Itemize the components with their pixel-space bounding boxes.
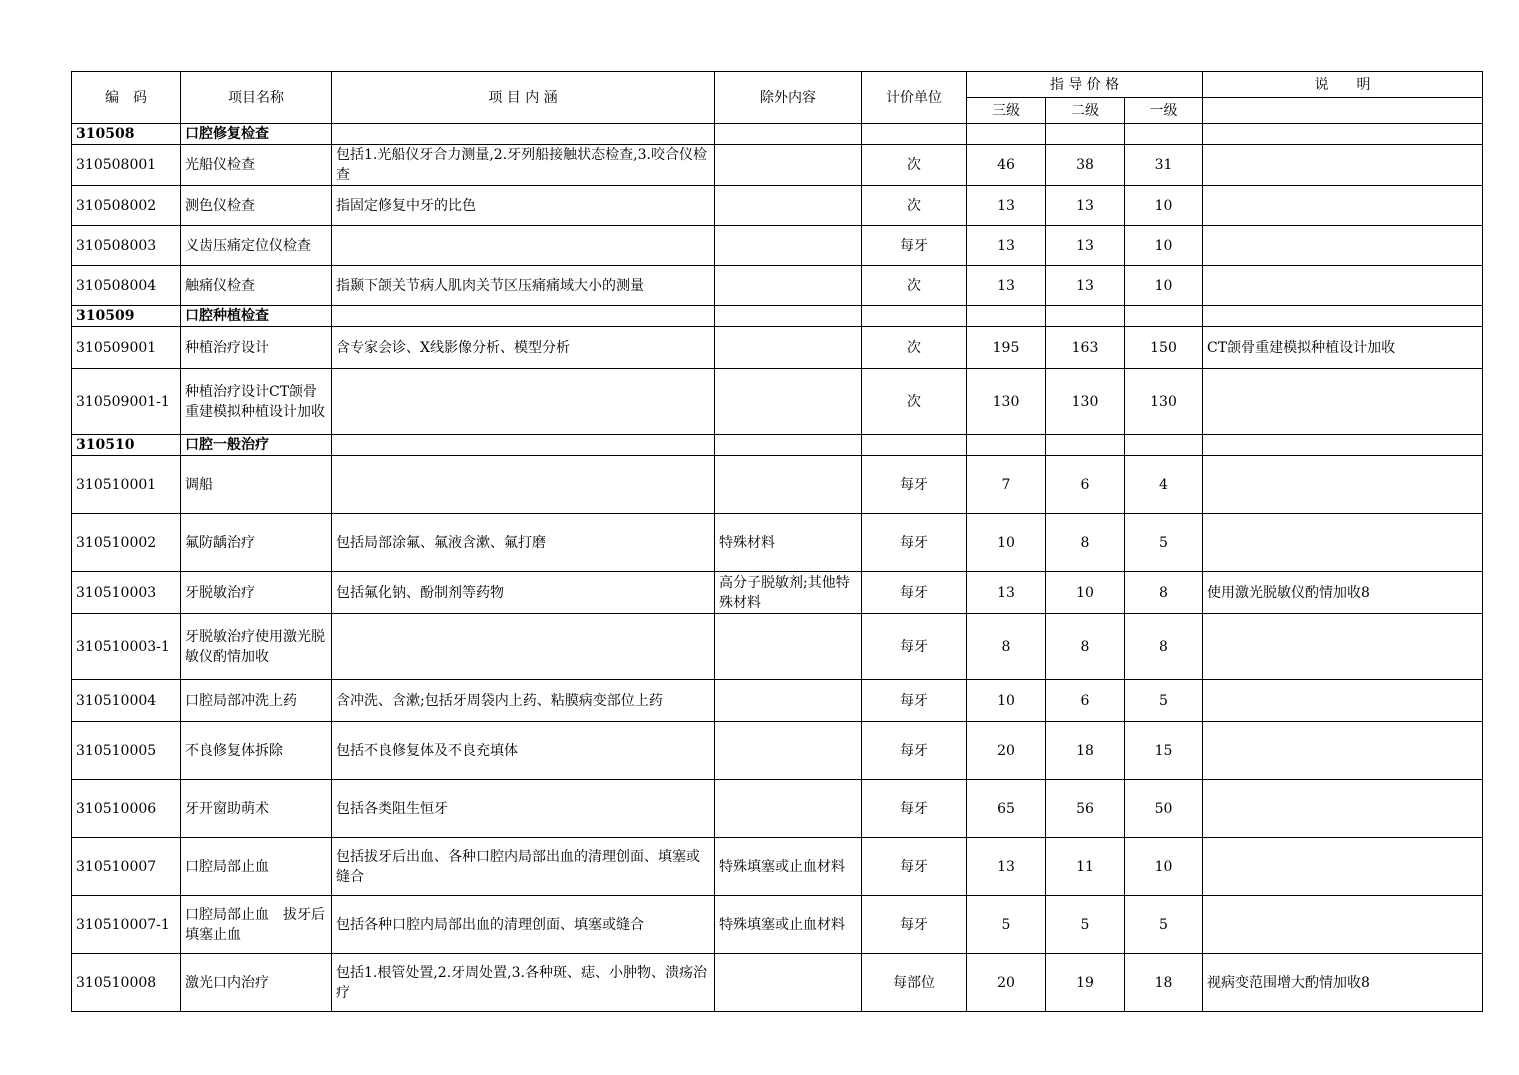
empty-cell bbox=[862, 124, 967, 145]
item-content: 包括1.根管处置,2.牙周处置,3.各种斑、痣、小肿物、溃疡治疗 bbox=[332, 954, 715, 1012]
item-code: 310509001-1 bbox=[72, 369, 181, 435]
item-code: 310510007-1 bbox=[72, 896, 181, 954]
item-content: 含冲洗、含漱;包括牙周袋内上药、粘膜病变部位上药 bbox=[332, 680, 715, 722]
table-row bbox=[72, 680, 1483, 722]
price-level1: 50 bbox=[1125, 780, 1203, 838]
item-content: 包括不良修复体及不良充填体 bbox=[332, 722, 715, 780]
price-level3: 13 bbox=[967, 266, 1046, 306]
table-row bbox=[72, 226, 1483, 266]
price-level1: 15 bbox=[1125, 722, 1203, 780]
item-note bbox=[1203, 722, 1483, 780]
item-unit: 每牙 bbox=[862, 896, 967, 954]
empty-cell bbox=[332, 306, 715, 327]
price-level3: 20 bbox=[967, 722, 1046, 780]
price-level2: 19 bbox=[1046, 954, 1125, 1012]
empty-cell bbox=[1125, 124, 1203, 145]
price-level2: 6 bbox=[1046, 456, 1125, 514]
header-level1: 一级 bbox=[1125, 98, 1203, 124]
item-name: 激光口内治疗 bbox=[181, 954, 332, 1012]
table-row bbox=[72, 145, 1483, 186]
item-note bbox=[1203, 514, 1483, 572]
item-note bbox=[1203, 226, 1483, 266]
item-excluded: 特殊材料 bbox=[715, 514, 862, 572]
empty-cell bbox=[715, 435, 862, 456]
table-row bbox=[72, 722, 1483, 780]
price-level1: 10 bbox=[1125, 838, 1203, 896]
price-level3: 13 bbox=[967, 186, 1046, 226]
price-level2: 5 bbox=[1046, 896, 1125, 954]
empty-cell bbox=[1203, 124, 1483, 145]
item-excluded bbox=[715, 614, 862, 680]
empty-cell bbox=[862, 306, 967, 327]
item-code: 310510003-1 bbox=[72, 614, 181, 680]
item-name: 触痛仪检查 bbox=[181, 266, 332, 306]
item-note bbox=[1203, 614, 1483, 680]
item-code: 310510001 bbox=[72, 456, 181, 514]
section-name: 口腔一般治疗 bbox=[181, 435, 332, 456]
item-excluded: 特殊填塞或止血材料 bbox=[715, 896, 862, 954]
price-level3: 13 bbox=[967, 572, 1046, 614]
item-name: 口腔局部止血 拔牙后填塞止血 bbox=[181, 896, 332, 954]
price-level1: 18 bbox=[1125, 954, 1203, 1012]
empty-cell bbox=[1046, 124, 1125, 145]
item-note: 使用激光脱敏仪酌情加收8 bbox=[1203, 572, 1483, 614]
item-excluded bbox=[715, 327, 862, 369]
item-note bbox=[1203, 456, 1483, 514]
item-content: 包括1.光船仪牙合力测量,2.牙列船接触状态检查,3.咬合仪检查 bbox=[332, 145, 715, 186]
section-row bbox=[72, 435, 1483, 456]
item-unit: 每牙 bbox=[862, 780, 967, 838]
header-content: 项 目 内 涵 bbox=[332, 72, 715, 124]
empty-cell bbox=[967, 435, 1046, 456]
item-unit: 每牙 bbox=[862, 572, 967, 614]
price-level1: 10 bbox=[1125, 186, 1203, 226]
section-code: 310509 bbox=[72, 306, 181, 327]
item-content: 包括拔牙后出血、各种口腔内局部出血的清理创面、填塞或缝合 bbox=[332, 838, 715, 896]
price-level2: 130 bbox=[1046, 369, 1125, 435]
item-content: 指固定修复中牙的比色 bbox=[332, 186, 715, 226]
item-unit: 次 bbox=[862, 186, 967, 226]
empty-cell bbox=[715, 124, 862, 145]
item-name: 种植治疗设计 bbox=[181, 327, 332, 369]
item-excluded bbox=[715, 722, 862, 780]
item-unit: 每牙 bbox=[862, 614, 967, 680]
header-level2: 二级 bbox=[1046, 98, 1125, 124]
price-level1: 5 bbox=[1125, 514, 1203, 572]
item-name: 不良修复体拆除 bbox=[181, 722, 332, 780]
item-unit: 次 bbox=[862, 327, 967, 369]
item-name: 种植治疗设计CT颌骨重建模拟种植设计加收 bbox=[181, 369, 332, 435]
item-code: 310510004 bbox=[72, 680, 181, 722]
header-level3: 三级 bbox=[967, 98, 1046, 124]
price-level3: 5 bbox=[967, 896, 1046, 954]
price-level3: 13 bbox=[967, 226, 1046, 266]
price-level3: 195 bbox=[967, 327, 1046, 369]
price-level2: 13 bbox=[1046, 266, 1125, 306]
empty-cell bbox=[1125, 435, 1203, 456]
empty-cell bbox=[862, 435, 967, 456]
empty-cell bbox=[332, 435, 715, 456]
item-excluded bbox=[715, 680, 862, 722]
header-note: 说 明 bbox=[1203, 72, 1483, 98]
price-level3: 10 bbox=[967, 514, 1046, 572]
price-level1: 10 bbox=[1125, 266, 1203, 306]
item-unit: 每牙 bbox=[862, 838, 967, 896]
price-level1: 130 bbox=[1125, 369, 1203, 435]
item-excluded bbox=[715, 954, 862, 1012]
price-level2: 56 bbox=[1046, 780, 1125, 838]
item-name: 义齿压痛定位仪检查 bbox=[181, 226, 332, 266]
empty-cell bbox=[1046, 435, 1125, 456]
item-content bbox=[332, 369, 715, 435]
header-note-sub bbox=[1203, 98, 1483, 124]
price-level1: 31 bbox=[1125, 145, 1203, 186]
section-row bbox=[72, 306, 1483, 327]
table-row bbox=[72, 369, 1483, 435]
table-row bbox=[72, 456, 1483, 514]
item-excluded: 特殊填塞或止血材料 bbox=[715, 838, 862, 896]
item-content: 包括各类阻生恒牙 bbox=[332, 780, 715, 838]
item-excluded bbox=[715, 780, 862, 838]
item-name: 口腔局部止血 bbox=[181, 838, 332, 896]
header-unit: 计价单位 bbox=[862, 72, 967, 124]
item-content: 包括氟化钠、酚制剂等药物 bbox=[332, 572, 715, 614]
item-code: 310508002 bbox=[72, 186, 181, 226]
price-level1: 150 bbox=[1125, 327, 1203, 369]
item-excluded: 高分子脱敏剂;其他特殊材料 bbox=[715, 572, 862, 614]
section-name: 口腔修复检查 bbox=[181, 124, 332, 145]
price-level2: 8 bbox=[1046, 614, 1125, 680]
item-content: 指颞下颌关节病人肌肉关节区压痛痛域大小的测量 bbox=[332, 266, 715, 306]
item-excluded bbox=[715, 369, 862, 435]
item-excluded bbox=[715, 456, 862, 514]
item-code: 310510005 bbox=[72, 722, 181, 780]
item-unit: 每部位 bbox=[862, 954, 967, 1012]
empty-cell bbox=[967, 306, 1046, 327]
empty-cell bbox=[1125, 306, 1203, 327]
price-level1: 5 bbox=[1125, 680, 1203, 722]
header-code: 编 码 bbox=[72, 72, 181, 124]
table-row bbox=[72, 896, 1483, 954]
item-unit: 每牙 bbox=[862, 456, 967, 514]
price-level1: 5 bbox=[1125, 896, 1203, 954]
price-level3: 20 bbox=[967, 954, 1046, 1012]
item-note bbox=[1203, 838, 1483, 896]
section-name: 口腔种植检查 bbox=[181, 306, 332, 327]
item-excluded bbox=[715, 186, 862, 226]
price-level1: 8 bbox=[1125, 572, 1203, 614]
item-content: 含专家会诊、X线影像分析、模型分析 bbox=[332, 327, 715, 369]
item-name: 牙脱敏治疗 bbox=[181, 572, 332, 614]
item-code: 310510006 bbox=[72, 780, 181, 838]
empty-cell bbox=[1203, 306, 1483, 327]
table-row bbox=[72, 780, 1483, 838]
price-level3: 46 bbox=[967, 145, 1046, 186]
price-level2: 163 bbox=[1046, 327, 1125, 369]
item-name: 牙脱敏治疗使用激光脱敏仪酌情加收 bbox=[181, 614, 332, 680]
item-excluded bbox=[715, 145, 862, 186]
price-table bbox=[71, 71, 1483, 1012]
item-note bbox=[1203, 145, 1483, 186]
item-content bbox=[332, 614, 715, 680]
item-code: 310510003 bbox=[72, 572, 181, 614]
header-excluded: 除外内容 bbox=[715, 72, 862, 124]
price-level2: 11 bbox=[1046, 838, 1125, 896]
item-unit: 每牙 bbox=[862, 680, 967, 722]
empty-cell bbox=[1203, 435, 1483, 456]
table-row bbox=[72, 614, 1483, 680]
item-note: CT颌骨重建模拟种植设计加收 bbox=[1203, 327, 1483, 369]
price-level2: 13 bbox=[1046, 226, 1125, 266]
item-code: 310508001 bbox=[72, 145, 181, 186]
price-level2: 10 bbox=[1046, 572, 1125, 614]
empty-cell bbox=[1046, 306, 1125, 327]
price-level3: 130 bbox=[967, 369, 1046, 435]
item-note bbox=[1203, 896, 1483, 954]
price-level2: 8 bbox=[1046, 514, 1125, 572]
table-row bbox=[72, 572, 1483, 614]
price-level3: 13 bbox=[967, 838, 1046, 896]
item-unit: 每牙 bbox=[862, 226, 967, 266]
table-row bbox=[72, 514, 1483, 572]
section-code: 310510 bbox=[72, 435, 181, 456]
item-note bbox=[1203, 186, 1483, 226]
price-level1: 10 bbox=[1125, 226, 1203, 266]
item-code: 310510002 bbox=[72, 514, 181, 572]
table-row bbox=[72, 186, 1483, 226]
item-note bbox=[1203, 780, 1483, 838]
price-level2: 13 bbox=[1046, 186, 1125, 226]
item-code: 310508003 bbox=[72, 226, 181, 266]
empty-cell bbox=[715, 306, 862, 327]
item-content bbox=[332, 456, 715, 514]
item-code: 310510008 bbox=[72, 954, 181, 1012]
item-unit: 次 bbox=[862, 266, 967, 306]
section-code: 310508 bbox=[72, 124, 181, 145]
item-note bbox=[1203, 369, 1483, 435]
price-level3: 10 bbox=[967, 680, 1046, 722]
table-row bbox=[72, 954, 1483, 1012]
price-level2: 18 bbox=[1046, 722, 1125, 780]
item-name: 口腔局部冲洗上药 bbox=[181, 680, 332, 722]
table-row bbox=[72, 327, 1483, 369]
price-level3: 7 bbox=[967, 456, 1046, 514]
item-code: 310510007 bbox=[72, 838, 181, 896]
header-price: 指 导 价 格 bbox=[967, 72, 1203, 98]
item-unit: 次 bbox=[862, 145, 967, 186]
table-row bbox=[72, 266, 1483, 306]
empty-cell bbox=[967, 124, 1046, 145]
item-content: 包括各种口腔内局部出血的清理创面、填塞或缝合 bbox=[332, 896, 715, 954]
price-level2: 6 bbox=[1046, 680, 1125, 722]
item-note bbox=[1203, 266, 1483, 306]
item-name: 光船仪检查 bbox=[181, 145, 332, 186]
header-name: 项目名称 bbox=[181, 72, 332, 124]
item-note bbox=[1203, 680, 1483, 722]
item-content: 包括局部涂氟、氟液含漱、氟打磨 bbox=[332, 514, 715, 572]
item-unit: 次 bbox=[862, 369, 967, 435]
price-level1: 8 bbox=[1125, 614, 1203, 680]
item-code: 310509001 bbox=[72, 327, 181, 369]
item-name: 氟防龋治疗 bbox=[181, 514, 332, 572]
item-note: 视病变范围增大酌情加收8 bbox=[1203, 954, 1483, 1012]
price-level3: 8 bbox=[967, 614, 1046, 680]
item-content bbox=[332, 226, 715, 266]
price-level3: 65 bbox=[967, 780, 1046, 838]
item-unit: 每牙 bbox=[862, 722, 967, 780]
item-name: 调船 bbox=[181, 456, 332, 514]
price-level2: 38 bbox=[1046, 145, 1125, 186]
item-name: 牙开窗助萌术 bbox=[181, 780, 332, 838]
item-excluded bbox=[715, 226, 862, 266]
item-code: 310508004 bbox=[72, 266, 181, 306]
item-name: 测色仪检查 bbox=[181, 186, 332, 226]
item-excluded bbox=[715, 266, 862, 306]
item-unit: 每牙 bbox=[862, 514, 967, 572]
price-level1: 4 bbox=[1125, 456, 1203, 514]
section-row bbox=[72, 124, 1483, 145]
empty-cell bbox=[332, 124, 715, 145]
table-row bbox=[72, 838, 1483, 896]
